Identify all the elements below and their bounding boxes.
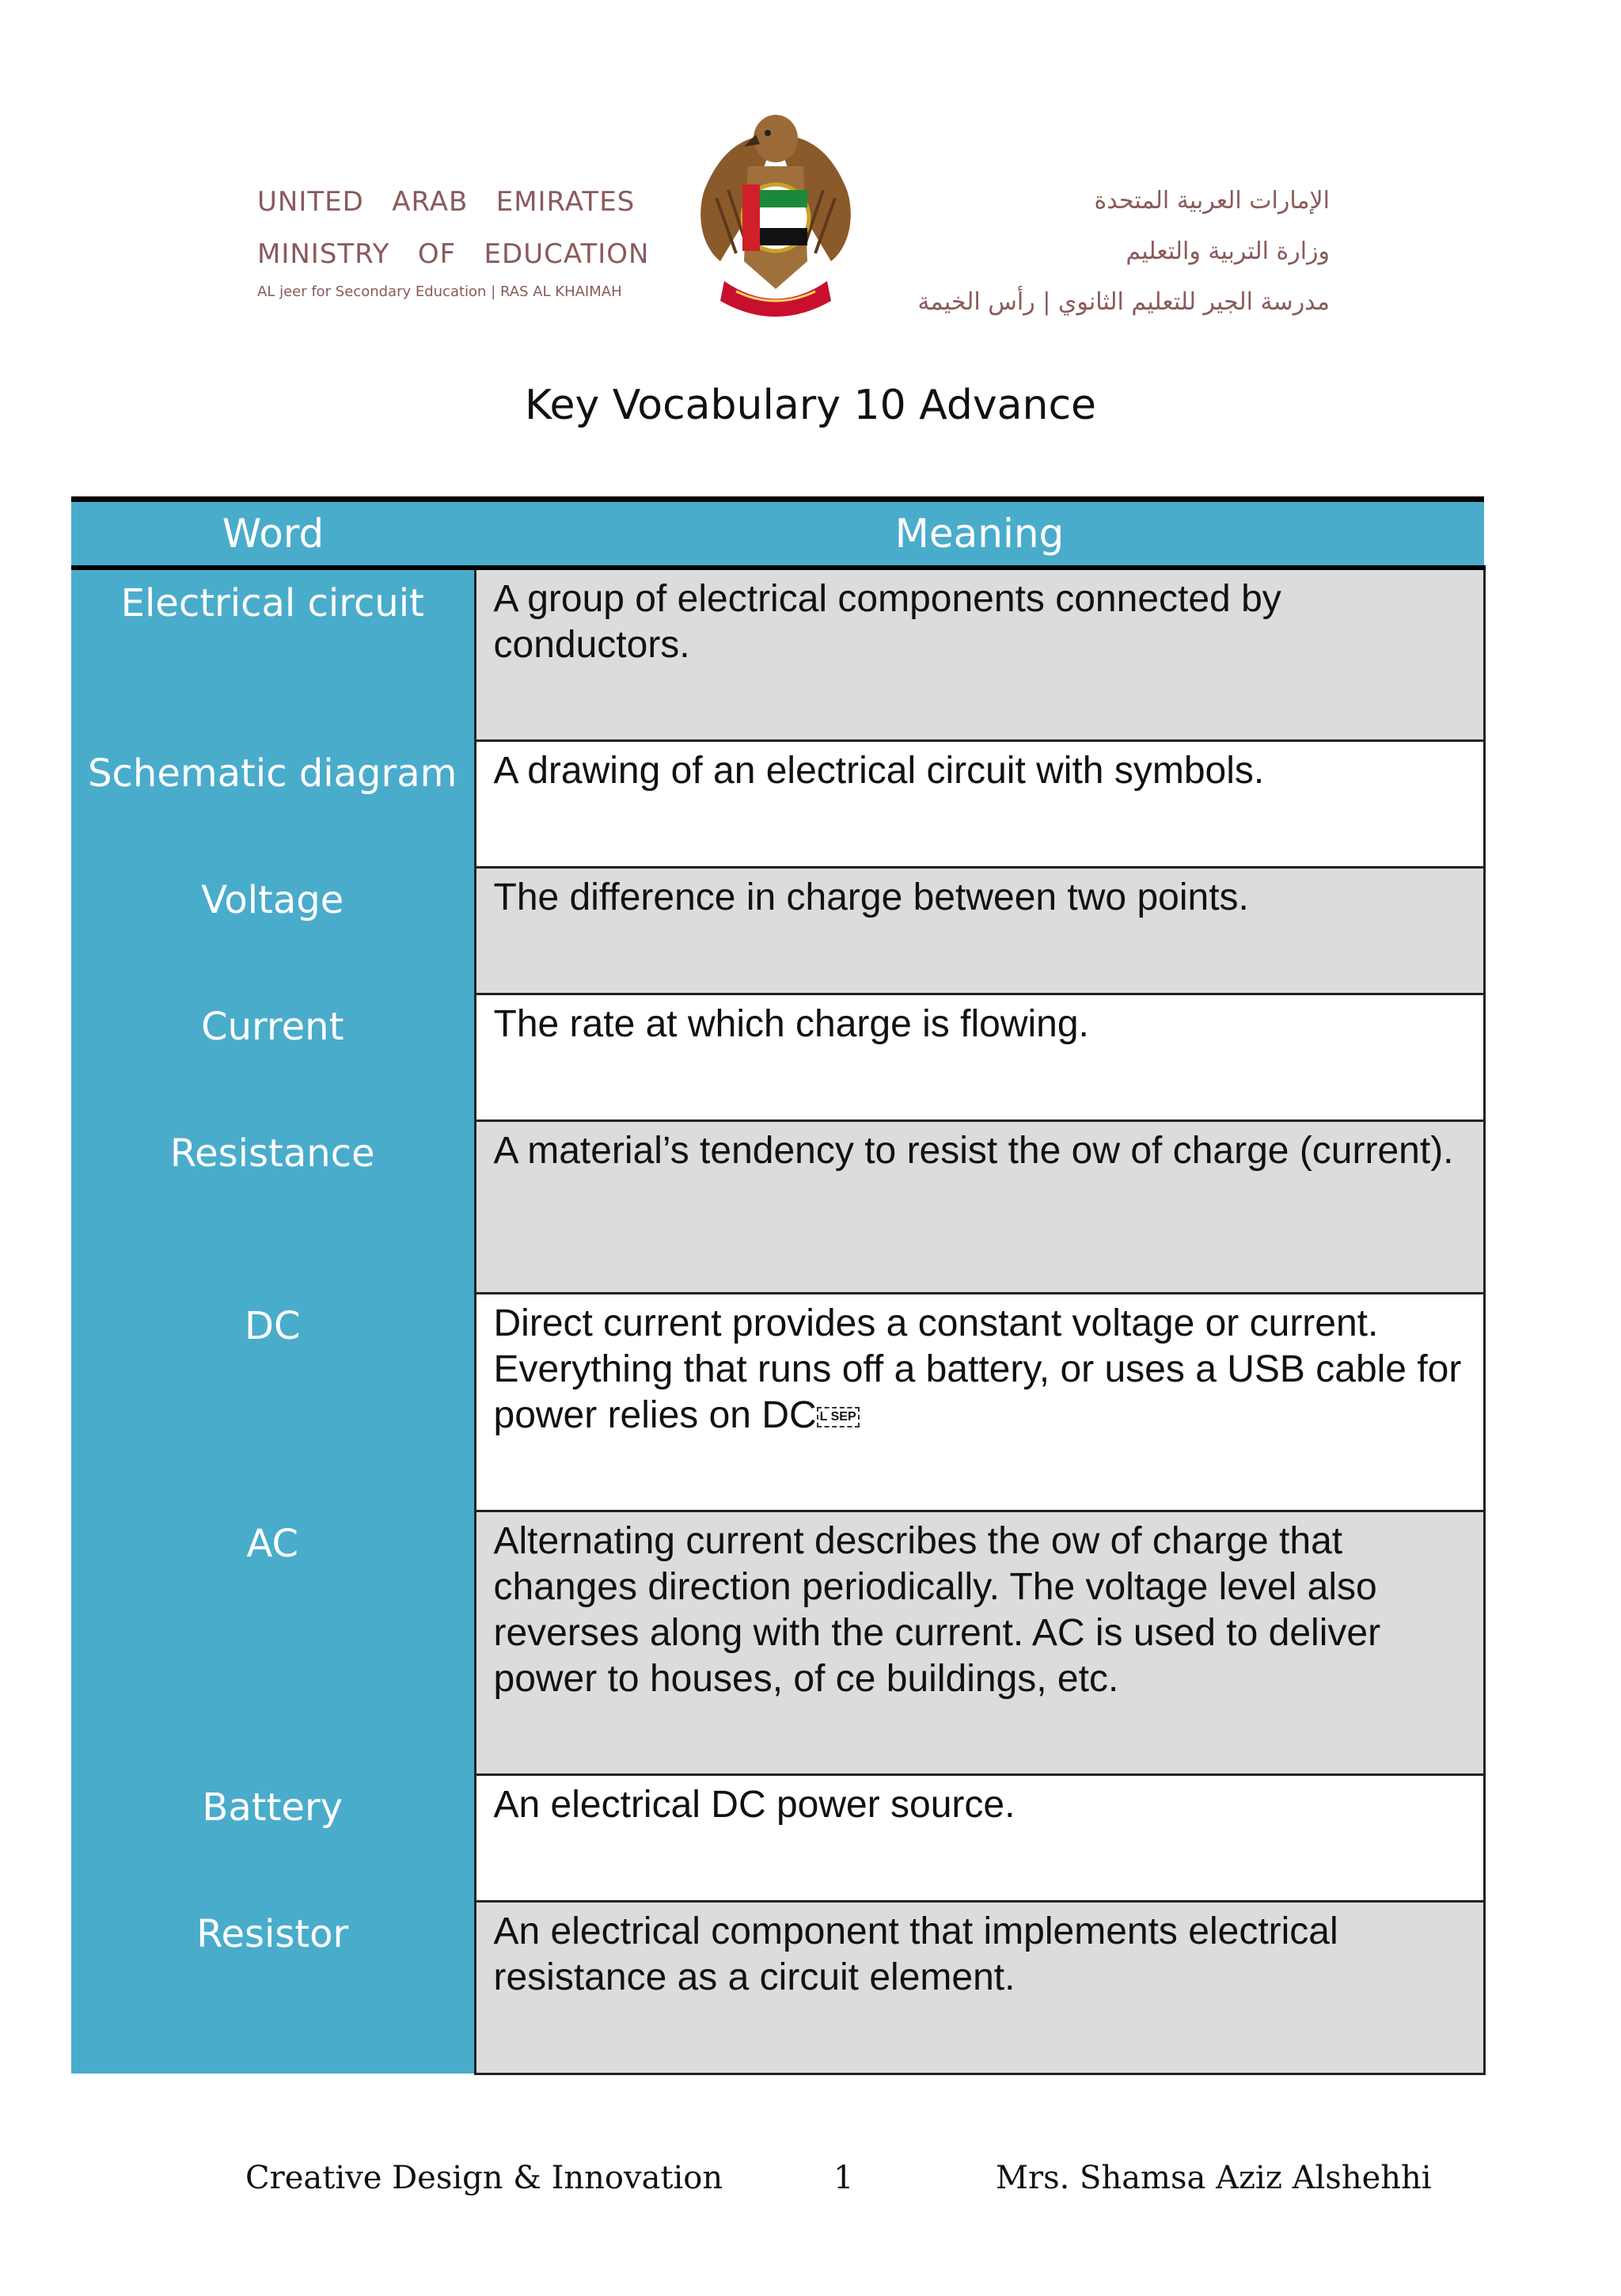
header-country: UNITED ARAB EMIRATES: [257, 186, 636, 218]
header-arabic-country: الإمارات العربية المتحدة: [1094, 187, 1330, 215]
header-ministry: MINISTRY OF EDUCATION: [257, 238, 650, 270]
table-row: [71, 1293, 1484, 1511]
word-cell: DC: [71, 1293, 475, 1511]
table-row: [71, 994, 1484, 1120]
word-cell: Resistor: [71, 1901, 475, 2074]
table-row: [71, 1774, 1484, 1901]
word-cell: Schematic diagram: [71, 740, 475, 867]
word-cell: Battery: [71, 1774, 475, 1901]
column-header-meaning: Meaning: [475, 500, 1484, 568]
vocabulary-table: [71, 496, 1486, 2075]
table-row: [71, 1511, 1484, 1774]
table-row: [71, 740, 1484, 867]
table-header-row: [71, 500, 1484, 568]
header-arabic-ministry: وزارة التربية والتعليم: [1126, 238, 1330, 265]
meaning-cell: A material’s tendency to resist the ow of charge (current).: [475, 1120, 1484, 1293]
word-cell: Current: [71, 994, 475, 1120]
meaning-text: Direct current provides a constant voltage or current. Everything that runs off a battery, or uses a USB cable for power relies on DC: [493, 1302, 1462, 1436]
header-arabic-school: مدرسة الجير للتعليم الثانوي | رأس الخيمة: [917, 288, 1330, 316]
table-row: [71, 568, 1484, 740]
header-english-block: [257, 176, 653, 300]
meaning-cell: An electrical DC power source.: [475, 1774, 1484, 1901]
meaning-cell: A group of electrical components connected by conductors.: [475, 568, 1484, 740]
word-cell: Voltage: [71, 867, 475, 994]
word-cell: Resistance: [71, 1120, 475, 1293]
page-title: Key Vocabulary 10 Advance: [524, 382, 1097, 429]
word-cell: AC: [71, 1511, 475, 1774]
meaning-cell: A drawing of an electrical circuit with symbols.: [475, 740, 1484, 867]
meaning-cell: Alternating current describes the ow of charge that changes direction periodically. The voltage level also reverses along with the current. AC is used to deliver power to houses, of ce buildings, etc.: [475, 1511, 1484, 1774]
header-arabic-block: [886, 176, 1330, 328]
footer-teacher: Mrs. Shamsa Aziz Alshehhi: [996, 2160, 1432, 2196]
header-school: AL jeer for Secondary Education | RAS AL KHAIMAH: [257, 283, 622, 300]
meaning-cell: The difference in charge between two points.: [475, 867, 1484, 994]
line-separator-glyph-icon: L SEP: [817, 1407, 860, 1427]
uae-falcon-emblem-icon: [689, 103, 863, 325]
table-row: [71, 1120, 1484, 1293]
footer-course: Creative Design & Innovation: [245, 2160, 723, 2196]
meaning-cell: [475, 1293, 1484, 1511]
meaning-cell: An electrical component that implements electrical resistance as a circuit element.: [475, 1901, 1484, 2074]
page-number: 1: [833, 2160, 854, 2196]
meaning-cell: The rate at which charge is flowing.: [475, 994, 1484, 1120]
table-row: [71, 867, 1484, 994]
word-cell: Electrical circuit: [71, 568, 475, 740]
table-row: [71, 1901, 1484, 2074]
column-header-word: Word: [71, 500, 475, 568]
